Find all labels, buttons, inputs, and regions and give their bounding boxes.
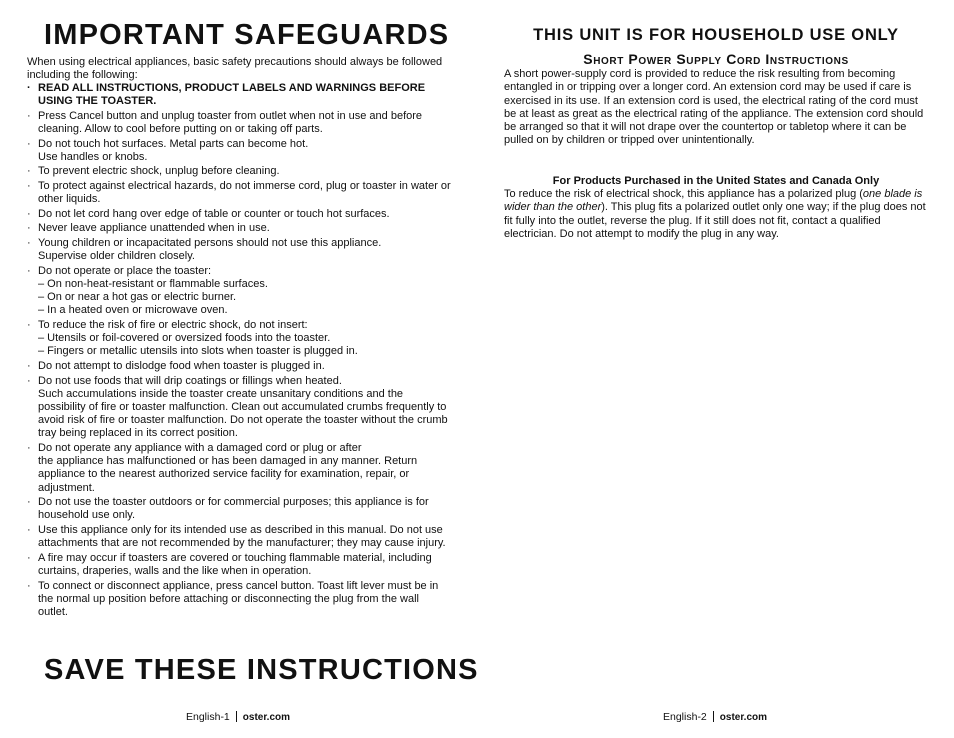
safeguard-text: To connect or disconnect appliance, press cancel button. Toast lift lever must be in the normal up position before attaching or disconnecting the plug from the wall outlet. (38, 579, 439, 618)
safeguard-subline: – On non-heat-resistant or flammable surfaces. (38, 277, 268, 290)
save-instructions-title: SAVE THESE INSTRUCTIONS (44, 654, 479, 686)
safeguard-subline: – Utensils or foil-covered or oversized foods into the toaster. (38, 332, 331, 345)
cord-instructions-text: A short power-supply cord is provided to reduce the risk resulting from becoming entangled in or tripping over a longer cord. An extension cord may be used if care is exercised in its use. If an extension cord is used, the electrical rating of the cord must be at least as great as the electrical rating of the appliance. The extension cord should be arranged so that it will not drape over the countertop or tabletop where it can be pulled on by children or tripped over unintentionally. (504, 68, 924, 147)
footer-site: oster.com (719, 712, 768, 723)
safeguard-text: Press Cancel button and unplug toaster from outlet when not in use and before cleaning. Allow to cool before putting on or taking off parts. (38, 109, 423, 135)
household-use-heading: THIS UNIT IS FOR HOUSEHOLD USE ONLY (533, 26, 899, 44)
bullet-icon: · (27, 109, 31, 122)
safeguard-item (27, 110, 451, 136)
safeguard-text: Do not touch hot surfaces. Metal parts can become hot. (38, 137, 309, 150)
safeguard-item (27, 580, 451, 620)
safeguard-text: To prevent electric shock, unplug before cleaning. (38, 165, 280, 178)
safeguard-text: Do not attempt to dislodge food when toaster is plugged in. (38, 359, 325, 372)
safeguard-item (27, 138, 451, 164)
polarized-plug-text (504, 188, 928, 241)
safeguard-item (27, 496, 451, 522)
safeguard-text: READ ALL INSTRUCTIONS, PRODUCT LABELS AND WARNINGS BEFORE USING THE TOASTER. (38, 82, 426, 108)
safeguard-item (27, 180, 451, 206)
bullet-icon: · (27, 523, 31, 536)
safeguard-item (27, 82, 451, 108)
footer-page-number: English-1 (186, 711, 230, 723)
safeguard-text: Do not operate or place the toaster: (38, 264, 212, 277)
bullet-icon: · (27, 359, 31, 372)
bullet-icon: · (27, 496, 31, 509)
safeguard-item (27, 552, 451, 578)
bullet-icon: · (27, 207, 31, 220)
safeguard-item (27, 360, 451, 373)
footer-divider (236, 711, 237, 722)
safeguard-text: Do not use the toaster outdoors or for commercial purposes; this appliance is for household use only. (38, 496, 429, 522)
footer-page-number: English-2 (663, 711, 707, 723)
us-canada-heading: For Products Purchased in the United States and Canada Only (552, 175, 880, 187)
safeguard-text: Young children or incapacitated persons should not use this appliance. (38, 236, 382, 249)
safeguard-subline: Such accumulations inside the toaster create unsanitary conditions and the possibility of fire or toaster malfunction. Clean out accumulated crumbs frequently to avoid risk of fire or toaster malfunction. Do not operate the toaster without the crumb tray being replaced in its correct position. (38, 387, 448, 440)
safeguard-text: Do not let cord hang over edge of table or counter or touch hot surfaces. (38, 207, 390, 220)
footer-site: oster.com (242, 712, 291, 723)
bullet-icon: · (27, 264, 31, 277)
safeguard-item (27, 524, 451, 550)
safeguard-item (27, 319, 451, 359)
safeguard-text: To protect against electrical hazards, do not immerse cord, plug or toaster in water or other liquids. (38, 179, 451, 206)
important-safeguards-title: IMPORTANT SAFEGUARDS (44, 19, 450, 51)
intro-text: When using electrical appliances, basic safety precautions should always be followed including the following: (27, 56, 443, 81)
cord-instructions-heading: Short Power Supply Cord Instructions (583, 51, 849, 67)
bullet-icon: · (27, 551, 31, 564)
safeguard-subline: Use handles or knobs. (38, 150, 148, 163)
safeguard-text: A fire may occur if toasters are covered or touching flammable material, including curtains, draperies, walls and the like when in operation. (38, 551, 432, 577)
bullet-icon: · (27, 236, 31, 249)
plug-text-italic: one blade is wider than the other (504, 188, 923, 214)
safeguard-item (27, 442, 451, 495)
safeguard-item (27, 208, 451, 221)
safeguards-list (27, 82, 451, 621)
bullet-icon: · (27, 318, 31, 331)
footer-divider (713, 711, 714, 722)
safeguard-subline: Supervise older children closely. (38, 250, 195, 263)
safeguard-text: Never leave appliance unattended when in use. (38, 222, 270, 235)
safeguard-item (27, 375, 451, 441)
bullet-icon: · (27, 222, 31, 235)
safeguard-subline: the appliance has malfunctioned or has been damaged in any manner. Return appliance to the nearest authorized service facility for examination, repair, or adjustment. (38, 455, 418, 494)
bullet-icon: · (27, 374, 31, 387)
bullet-icon: · (27, 441, 31, 454)
safeguard-item (27, 222, 451, 235)
plug-text-part-2: ). This plug fits a polarized outlet only one way; if the plug does not fit fully into the outlet, reverse the plug. If it still does not fit, contact a qualified electrician. Do not attempt to modify the plug in any way. (504, 201, 926, 240)
bullet-icon: · (27, 165, 31, 178)
safeguard-text: Do not use foods that will drip coatings or fillings when heated. (38, 374, 342, 387)
safeguard-text: Use this appliance only for its intended use as described in this manual. Do not use attachments that are not recommended by the manufacturer; they may cause injury. (38, 523, 446, 550)
safeguard-item (27, 265, 451, 318)
safeguard-subline: – On or near a hot gas or electric burner. (38, 291, 237, 304)
footer-right (663, 711, 767, 723)
bullet-icon: · (27, 179, 31, 192)
safeguard-item (27, 237, 451, 263)
safeguard-item (27, 165, 451, 178)
bullet-icon: · (27, 137, 31, 150)
plug-text-part-1: To reduce the risk of electrical shock, this appliance has a polarized plug ( (504, 188, 863, 200)
bullet-icon: · (27, 82, 31, 94)
safeguard-text: Do not operate any appliance with a damaged cord or plug or after (38, 441, 362, 454)
footer-left (186, 711, 290, 723)
bullet-icon: · (27, 579, 31, 592)
safeguard-text: To reduce the risk of fire or electric shock, do not insert: (38, 318, 308, 331)
safeguard-subline: – In a heated oven or microwave oven. (38, 304, 228, 317)
safeguard-subline: – Fingers or metallic utensils into slots when toaster is plugged in. (38, 345, 358, 358)
